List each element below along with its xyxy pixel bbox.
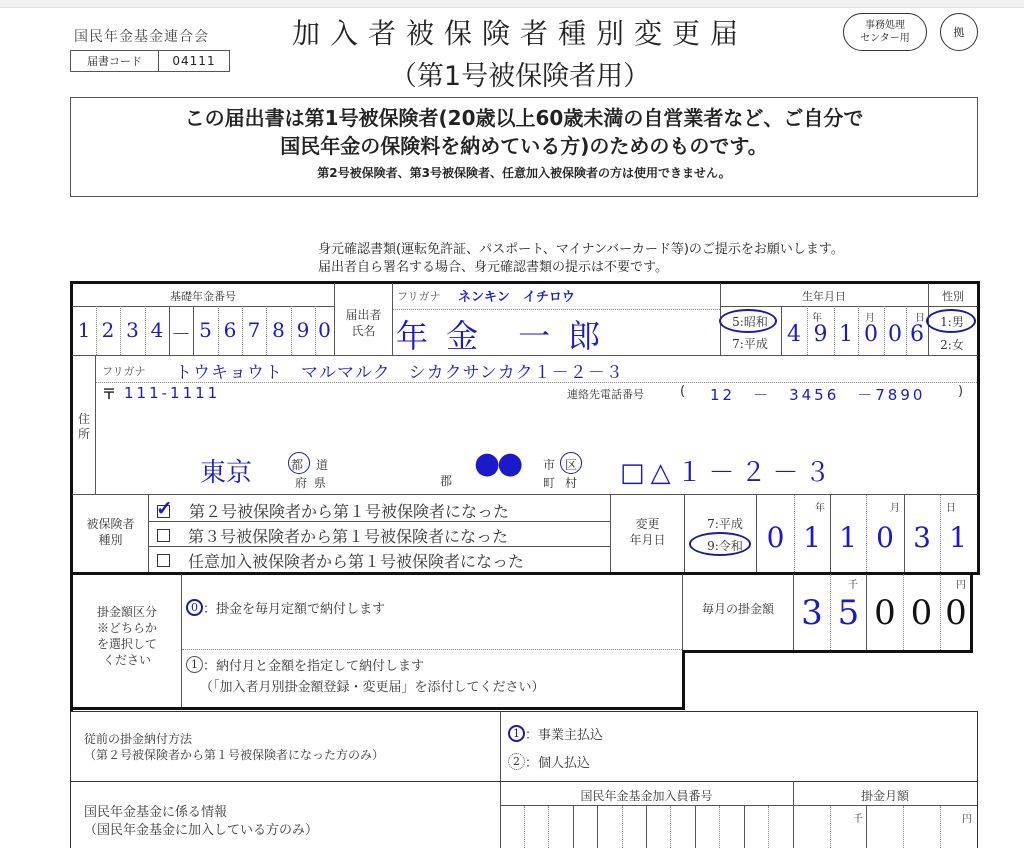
- form-top-border: [70, 281, 980, 284]
- contribution-label-line: 掛金額区分: [96, 605, 157, 619]
- address-label: [74, 412, 94, 442]
- gender-female[interactable]: 2:女: [940, 338, 964, 352]
- contribution-option-0[interactable]: [186, 598, 385, 617]
- divider: [500, 711, 501, 848]
- unit-yen: 円: [956, 580, 966, 591]
- city-type-cho[interactable]: 町: [543, 476, 556, 490]
- divider: [573, 806, 574, 848]
- city-type-shi[interactable]: 市: [543, 458, 556, 472]
- contribution-label-line: ※どちらか: [96, 621, 157, 635]
- city-value[interactable]: ●●: [474, 446, 521, 481]
- monthly-digit: 0: [945, 593, 967, 633]
- npf-unit-yen: 円: [962, 814, 972, 825]
- insured-type-label-line2: 種別: [98, 533, 123, 547]
- divider: [830, 806, 831, 848]
- applicant-label-line2: 氏名: [351, 324, 376, 338]
- divider: [903, 806, 904, 848]
- npf-info-label-line1: 国民年金基金に係る情報: [84, 805, 228, 820]
- address-label-line2: 所: [77, 427, 90, 441]
- checkbox-unchecked[interactable]: [157, 554, 170, 567]
- address-furigana-label: フリガナ: [102, 365, 146, 378]
- previous-payment-option-2[interactable]: [508, 752, 590, 771]
- postal-mark-icon: 〒: [102, 387, 116, 403]
- pref-type-to[interactable]: 都: [291, 458, 304, 472]
- divider: [181, 574, 182, 708]
- divider: [597, 806, 598, 848]
- pref-type-fu[interactable]: 府: [295, 476, 308, 490]
- divider: [500, 805, 977, 806]
- birth-unit-month: 月: [865, 313, 875, 324]
- pension-digit: 5: [199, 318, 212, 342]
- birth-digit: 0: [864, 322, 878, 347]
- change-unit-month: 月: [890, 503, 900, 514]
- option-0-selected-circle[interactable]: 0: [186, 599, 203, 616]
- birth-digit: 1: [839, 322, 853, 347]
- birth-date-label: 生年月日: [802, 290, 846, 303]
- previous-option-1-selected-circle[interactable]: 1: [508, 725, 525, 742]
- divider: [70, 711, 71, 848]
- county-label: 郡: [440, 474, 453, 488]
- contribution-label-line: ください: [102, 653, 151, 667]
- divider: [744, 806, 745, 848]
- change-unit-year: 年: [815, 503, 825, 514]
- contribution-option-1[interactable]: [186, 655, 424, 674]
- birth-era-showa[interactable]: 5:昭和: [732, 315, 768, 329]
- change-unit-day: 日: [946, 503, 956, 514]
- phone-close-paren: ): [958, 384, 964, 399]
- form-subtitle: （第1号被保険者用）: [389, 61, 651, 92]
- previous-payment-label-line1: 従前の掛金納付方法: [84, 732, 193, 746]
- pref-type-ken[interactable]: 県: [314, 476, 327, 490]
- monthly-digit: 5: [837, 593, 860, 633]
- change-date-label-line1: 変更: [635, 517, 660, 531]
- city-type-son[interactable]: 村: [565, 476, 578, 490]
- pension-number-label: 基礎年金番号: [170, 290, 236, 303]
- birth-digit: 4: [787, 322, 801, 347]
- divider: [866, 806, 867, 848]
- street-value[interactable]: □△１－２－３: [620, 458, 837, 488]
- monthly-digit: 3: [801, 593, 823, 633]
- seal-stamp: 拠: [940, 13, 978, 51]
- npf-unit-thousand: 千: [853, 814, 863, 825]
- pension-digit: 8: [272, 318, 285, 342]
- insured-type-label-line1: 被保険者: [86, 517, 135, 531]
- change-digit: 0: [766, 521, 785, 554]
- monthly-contribution-label: 毎月の掛金額: [701, 602, 774, 616]
- insured-type-option-label: 第３号被保険者から第１号被保険者になった: [188, 527, 509, 546]
- applicant-furigana-value[interactable]: ネンキン イチロウ: [458, 290, 575, 305]
- divider: [940, 806, 941, 848]
- check-mark-icon: ✓: [156, 496, 173, 520]
- birth-unit-day: 日: [915, 313, 925, 324]
- divider: [670, 806, 671, 848]
- office-use-stamp: [843, 13, 927, 51]
- divider: [148, 495, 149, 572]
- notice-line1: この届出書は第1号被保険者(20歳以上60歳未満の自営業者など、ご自分で: [184, 106, 864, 130]
- checkbox-unchecked[interactable]: [157, 529, 170, 542]
- contribution-option-1-note: （「加入者月別掛金額登録・変更届」を添付してください）: [200, 680, 545, 695]
- divider: [719, 806, 720, 848]
- change-era-heisei[interactable]: 7:平成: [707, 517, 743, 531]
- organization-name: 国民年金基金連合会: [74, 29, 209, 45]
- gender-label: 性別: [942, 290, 964, 303]
- divider: [70, 781, 978, 782]
- change-digit: 0: [876, 521, 894, 554]
- office-stamp-line1: 事務処理: [865, 20, 905, 31]
- contribution-option-1-text: ：納付月と金額を指定して納付します: [203, 659, 425, 674]
- pension-digit: 9: [296, 318, 310, 342]
- applicant-furigana-label: フリガナ: [397, 290, 441, 303]
- insured-type-option-2[interactable]: [156, 524, 508, 547]
- insured-type-option-label: 第２号被保険者から第１号被保険者になった: [189, 502, 510, 521]
- notice-line3: 第2号被保険者、第3号被保険者、任意加入被保険者の方は使用できません。: [317, 166, 731, 180]
- id-document-note: [318, 241, 844, 277]
- previous-option-2-text: ：個人払込: [525, 756, 591, 771]
- divider: [392, 309, 720, 310]
- pension-digit: 4: [150, 318, 164, 342]
- phone-value[interactable]: 12 － 3456 －7890: [710, 386, 926, 404]
- divider: [977, 711, 978, 848]
- divider: [72, 306, 334, 307]
- prefecture-value[interactable]: 東京: [200, 458, 253, 488]
- insured-type-option-label: 任意加入被保険者から第１号被保険者になった: [188, 552, 525, 571]
- applicant-name-label: [335, 307, 392, 339]
- pension-digit: 0: [318, 318, 331, 342]
- change-date-digits[interactable]: [757, 521, 976, 554]
- birth-digit: 9: [813, 322, 828, 347]
- change-digit: 3: [913, 521, 931, 554]
- divider: [684, 495, 685, 572]
- gender-male[interactable]: 1:男: [940, 315, 964, 329]
- postal-code-value[interactable]: 111-1111: [124, 384, 221, 402]
- divider: [622, 806, 623, 848]
- contribution-category-label: [73, 604, 181, 668]
- divider: [182, 649, 682, 650]
- form-right-border: [977, 281, 980, 574]
- previous-payment-label: [84, 731, 384, 763]
- pension-digit: 2: [101, 318, 115, 342]
- divider: [70, 572, 980, 575]
- eligibility-notice: [70, 97, 978, 197]
- monthly-digit: 0: [910, 593, 933, 633]
- npf-info-label: [84, 804, 318, 840]
- birth-date-digits[interactable]: [781, 322, 928, 347]
- viewer-top-bar: [0, 0, 1024, 8]
- applicant-name-value[interactable]: 年 金 一 郎: [396, 317, 605, 355]
- previous-option-1-text: ：事業主払込: [525, 728, 604, 743]
- divider: [682, 650, 685, 710]
- birth-digit: 6: [910, 322, 924, 347]
- divider: [72, 494, 978, 495]
- phone-open-paren: (: [680, 384, 686, 399]
- pension-number-field[interactable]: [72, 318, 334, 347]
- previous-payment-label-line2: （第２号被保険者から第１号被保険者になった方のみ）: [84, 748, 385, 762]
- city-type-ku[interactable]: 区: [565, 458, 578, 472]
- change-digit: 1: [839, 521, 857, 554]
- contribution-label-line: を選択して: [96, 637, 157, 651]
- birth-unit-year: 年: [812, 313, 822, 324]
- insured-type-label: [73, 516, 148, 548]
- id-note-line1: 身元確認書類(運転免許証、パスポート、マイナンバーカード等)のご提示をお願いします。: [318, 242, 844, 257]
- previous-option-2-circle[interactable]: 2: [508, 753, 525, 770]
- divider: [70, 711, 978, 712]
- form-code-box: [70, 50, 230, 72]
- pension-digit: 3: [126, 318, 139, 342]
- divider: [95, 355, 96, 495]
- form-code-label: 届書コード: [71, 51, 159, 71]
- pension-digit: 7: [247, 318, 261, 342]
- monthly-contribution-digits[interactable]: [794, 593, 972, 633]
- insured-type-option-1[interactable]: [156, 496, 510, 522]
- change-digit: 1: [949, 521, 967, 554]
- address-label-line1: 住: [77, 412, 90, 426]
- divider: [768, 806, 769, 848]
- divider: [720, 306, 978, 307]
- divider: [70, 707, 685, 710]
- unit-thousand: 千: [848, 580, 858, 591]
- npf-member-number-label: 国民年金基金加入員番号: [580, 789, 713, 803]
- pension-dash: －: [171, 322, 191, 346]
- notice-line2: 国民年金の保険料を納めている方)のためのものです。: [280, 134, 768, 158]
- contribution-option-0-text: ：掛金を毎月定額で納付します: [203, 602, 386, 617]
- birth-era-heisei[interactable]: 7:平成: [732, 337, 768, 351]
- change-date-label-line2: 年月日: [629, 533, 666, 547]
- npf-monthly-label: 掛金月額: [860, 789, 909, 803]
- checkbox-checked[interactable]: [156, 496, 173, 520]
- npf-info-label-line2: （国民年金基金に加入している方のみ）: [84, 823, 319, 838]
- change-era-reiwa[interactable]: 9:令和: [707, 539, 743, 553]
- monthly-digit: 0: [874, 593, 896, 633]
- previous-payment-option-1[interactable]: [508, 724, 603, 743]
- applicant-label-line1: 届出者: [345, 308, 382, 322]
- divider: [646, 806, 647, 848]
- divider: [524, 806, 525, 848]
- phone-label: 連絡先電話番号: [567, 388, 644, 401]
- divider: [682, 650, 973, 653]
- divider: [695, 806, 696, 848]
- pension-digit: 1: [77, 318, 91, 342]
- id-note-line2: 届出者自ら署名する場合、身元確認書類の提示は不要です。: [318, 260, 668, 275]
- address-furigana-value[interactable]: トウキョウト マルマルク シカクサンカク１－２－３: [175, 363, 624, 383]
- divider: [392, 283, 393, 355]
- pref-type-do[interactable]: 道: [316, 458, 329, 472]
- change-digit: 1: [803, 521, 821, 554]
- divider: [548, 806, 549, 848]
- insured-type-option-3[interactable]: [156, 549, 524, 572]
- change-date-label: [611, 516, 684, 548]
- pension-digit: 6: [223, 318, 237, 342]
- form-code-value: 04111: [172, 54, 216, 68]
- form-title: 加入者被保険者種別変更届: [291, 17, 748, 50]
- birth-digit: 0: [888, 322, 902, 347]
- option-1-circle[interactable]: 1: [186, 656, 203, 673]
- office-stamp-line2: センター用: [860, 33, 910, 44]
